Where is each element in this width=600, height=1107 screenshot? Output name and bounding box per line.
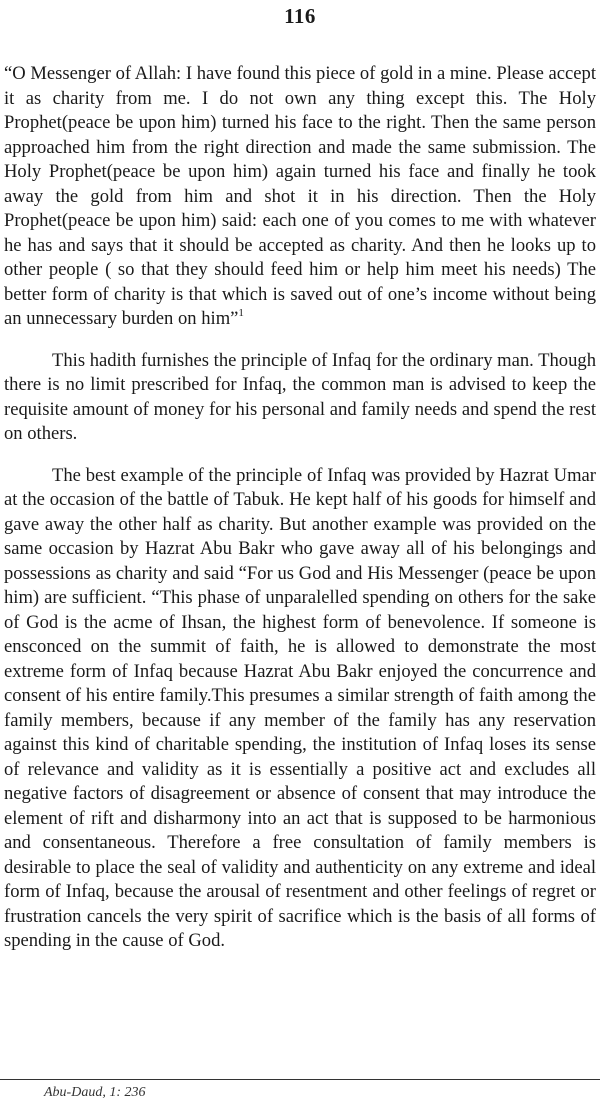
body-text [4, 62, 596, 954]
paragraph-best-example: The best example of the principle of Infaq was provided by Hazrat Umar at the occasion of the battle of Tabuk. He kept half of his goods for himself and gave away the other half as charity. But another example was provided on the same occasion by Hazrat Abu Bakr who gave away all of his belongings and possessions as charity and said “For us God and His Messenger (peace be upon him) are sufficient. “This phase of unparalelled spending on others for the sake of God is the acme of Ihsan, the highest form of benevolence. If someone is ensconced on the summit of faith, he is allowed to demonstrate the most extreme form of Infaq because Hazrat Abu Bakr enjoyed the concurrence and consent of his entire family.This presumes a similar strength of faith among the family members, because if any member of the family has any reservation against this kind of charitable spending, the institution of Infaq loses its sense of relevance and validity as it is essentially a positive act and excludes all negative factors of disagreement or absence of consent that may introduce the element of rift and disharmony into an act that is supposed to be harmonious and consentaneous. Therefore a free consultation of family members is desirable to place the seal of validity and authenticity on any extreme and ideal form of Infaq, because the arousal of resentment and other feelings of regret or frustration cancels the very spirit of sacrifice which is the basis of all forms of spending in the cause of God. [4, 464, 596, 951]
paragraph-infaq-principle: This hadith furnishes the principle of Infaq for the ordinary man. Though there is no limit prescribed for Infaq, the common man is advised to keep the requisite amount of money for his personal and family needs and spend the rest on others. [4, 349, 596, 444]
paragraph-spacer [4, 447, 596, 464]
footnote-marker: 1 [238, 307, 244, 319]
page-number: 116 [284, 4, 316, 28]
paragraph-hadith-quote [4, 62, 596, 332]
paragraph-spacer [4, 332, 596, 349]
paragraph-hadith-quote-text: “O Messenger of Allah: I have found this piece of gold in a mine. Please accept it as charity from me. I do not own any thing except this. The Holy Prophet(peace be upon him) turned his face to the right. Then the same person approached him from the right direction and made the same submission. The Holy Prophet(peace be upon him) again turned his face and finally he took away the gold from him and shot it in his direction. Then the Holy Prophet(peace be upon him) said: each one of you comes to me with whatever he has and says that it should be accepted as charity. And then he looks up to other people ( so that they should feed him or help him meet his needs) The better form of charity is that which is saved out of one’s income without being an unnecessary burden on him” [4, 63, 596, 329]
footnote-divider [0, 1079, 600, 1080]
footnote-citation: Abu-Daud, 1: 236 [44, 1085, 146, 1100]
